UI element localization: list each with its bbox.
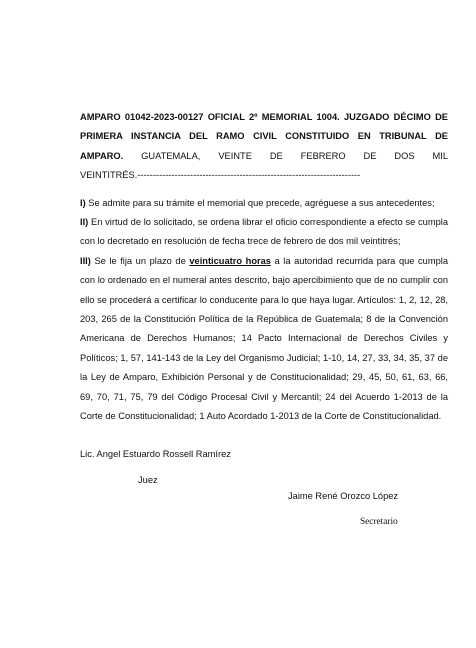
heading-line-4: VEINTITRÉS.------------------------------------------------------------------------	[80, 170, 361, 181]
item-1-marker: I)	[80, 197, 86, 208]
item-3-emphasis: veinticuatro horas	[189, 255, 271, 266]
secretary-role: Secretario	[360, 517, 398, 527]
heading-line-1: AMPARO 01042-2023-00127 OFICIAL 2º MEMORIAL 1004. JUZGADO DÉCIMO DE	[80, 112, 448, 122]
heading-date: GUATEMALA, VEINTE DE FEBRERO DE DOS MIL	[141, 150, 448, 161]
item-2	[80, 213, 448, 252]
secretary-name: Jaime René Orozco López	[288, 491, 399, 501]
item-1	[80, 194, 448, 213]
heading-line-2: PRIMERA INSTANCIA DEL RAMO CIVIL CONSTITUIDO EN TRIBUNAL DE	[80, 131, 448, 142]
item-3-text-before: Se le fija un plazo de	[90, 255, 190, 266]
item-2-text: En virtud de lo solicitado, se ordena librar el oficio correspondiente a efecto se cumpla con lo decretado en resolución de fecha trece de febrero de dos mil veintitrés;	[80, 217, 448, 247]
item-3-marker: III)	[80, 255, 91, 266]
spacer	[80, 186, 448, 194]
item-2-marker: II)	[80, 217, 89, 228]
judge-role: Juez	[138, 475, 158, 485]
item-1-text: Se admite para su trámite el memorial que precede, agréguese a sus antecedentes;	[85, 197, 435, 208]
item-3	[80, 252, 448, 427]
resolution-body	[80, 108, 448, 427]
item-3-text-after: a la autoridad recurrida para que cumpla con lo ordenado en el numeral antes descrito, bajo apercibimiento que de no cumplir con ello se procederá a certificar lo conducente para lo que haya lugar. Artículos: 1, 2, 12, 28, 203, 265 de la Constitución Política de la República de Guatemala; 8 de la Convención Americana de Derechos Humanos; 14 Pacto Internacional de Derechos Civiles y Políticos; 1, 57, 141-143 de la Ley del Organismo Judicial; 1-10, 14, 27, 33, 34, 35, 37 de la Ley de Amparo, Exhibición Personal y de Constitucionalidad; 29, 45, 50, 61, 63, 66, 69, 70, 71, 75, 79 del Código Procesal Civil y Mercantil; 24 del Acuerdo 1-2013 de la Corte de Constitucionalidad; 1 Auto Acordado 1-2013 de la Corte de Constitucionalidad.	[80, 255, 449, 422]
heading-amparo: AMPARO.	[80, 150, 124, 161]
heading-line-3	[80, 147, 448, 166]
judge-name: Lic. Angel Estuardo Rossell Ramírez	[80, 449, 231, 459]
